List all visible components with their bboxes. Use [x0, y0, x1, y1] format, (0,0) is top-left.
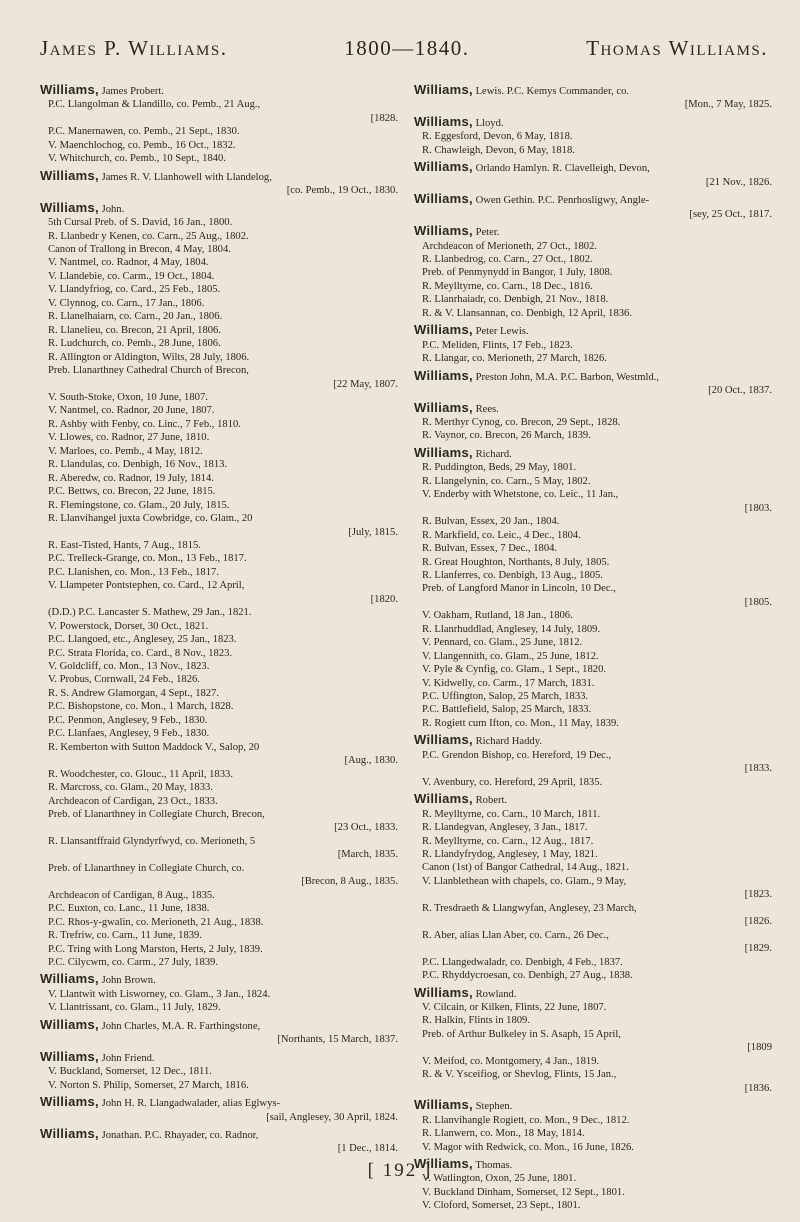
- surname-heading: Williams,: [414, 367, 473, 383]
- appointment-line: R. Bulvan, Essex, 20 Jan., 1804.: [422, 516, 560, 528]
- entry-heading-line: [414, 401, 772, 416]
- surname-heading: Williams,: [414, 159, 473, 175]
- entry-heading-line: [40, 1018, 398, 1033]
- appointment-line: R. Llandulas, co. Denbigh, 16 Nov., 1813.: [48, 459, 228, 471]
- appointment-line: R. Llanwern, co. Mon., 18 May, 1814.: [422, 1128, 585, 1140]
- surname-heading: Williams,: [414, 732, 473, 748]
- appointment-line: R. Llandegvan, Anglesey, 3 Jan., 1817.: [422, 822, 588, 834]
- appointment-line: P.C. Uffington, Salop, 25 March, 1833.: [422, 691, 589, 703]
- appointment-line: R. Tresdraeth & Llangwyfan, Anglesey, 23 March,: [422, 902, 637, 914]
- appointment-line: R. Aberedw, co. Radnor, 19 July, 1814.: [48, 472, 214, 484]
- appointment-line: P.C. Manernawen, co. Pemb., 21 Sept., 1830.: [48, 126, 240, 138]
- register-entry: [414, 792, 772, 982]
- surname-heading: Williams,: [414, 984, 473, 1000]
- appointment-line: R. Flemingstone, co. Glam., 20 July, 1815.: [48, 499, 230, 511]
- appointment-line: R. Ashby with Fenby, co. Linc., 7 Feb., 1810.: [48, 418, 241, 430]
- register-entry: [414, 369, 772, 398]
- appointment-line: V. Kidwelly, co. Carm., 17 March, 1831.: [422, 677, 595, 689]
- appointment-line: R. Llanbedrog, co. Carn., 27 Oct., 1802.: [422, 253, 593, 265]
- appointment-line: R. Bulvan, Essex, 7 Dec., 1804.: [422, 543, 558, 555]
- appointment-line: P.C. Tring with Long Marston, Herts, 2 July, 1839.: [48, 943, 263, 955]
- surname-heading: Williams,: [40, 1094, 99, 1110]
- continuation-line: [1 Dec., 1814.: [337, 1143, 398, 1155]
- appointment-line: Preb. of Llanarthney in Collegiate Church, Brecon,: [48, 809, 265, 821]
- appointment-line: V. Meifod, co. Montgomery, 4 Jan., 1819.: [422, 1055, 600, 1067]
- entry-heading-line: [414, 115, 772, 130]
- appointment-line: V. Llangennith, co. Glam., 25 June, 1812.: [422, 650, 599, 662]
- forenames: John Friend.: [98, 1052, 155, 1064]
- surname-heading: Williams,: [414, 223, 473, 239]
- columns: [40, 83, 772, 1216]
- appointment-line: R. Puddington, Beds, 29 May, 1801.: [422, 462, 577, 474]
- appointment-line: R. Rogiett cum Ifton, co. Mon., 11 May, 1839.: [422, 717, 619, 729]
- surname-heading: Williams,: [40, 1016, 99, 1032]
- appointment-line: V. Cloford, Somerset, 23 Sept., 1801.: [422, 1200, 581, 1212]
- appointment-line: R. Meylltyrne, co. Carn., 18 Dec., 1816.: [422, 280, 593, 292]
- appointment-line: R. Llanvihangel juxta Cowbridge, co. Glam., 20: [48, 513, 253, 525]
- appointment-line: V. Marloes, co. Pemb., 4 May, 1812.: [48, 445, 203, 457]
- appointment-line: R. Llanrhuddlad, Anglesey, 14 July, 1809.: [422, 623, 601, 635]
- appointment-line: V. Powerstock, Dorset, 30 Oct., 1821.: [48, 620, 209, 632]
- appointment-line: R. Llansantffraid Glyndyrfwyd, co. Merioneth, 5: [48, 835, 256, 847]
- register-entry: [40, 1050, 398, 1092]
- register-entry: [414, 733, 772, 789]
- forenames: Stephen.: [472, 1101, 513, 1113]
- continuation-line: [21 Nov., 1826.: [705, 176, 772, 188]
- surname-heading: Williams,: [40, 1048, 99, 1064]
- forenames: John H. R. Llangadwalader, alias Eglwys-: [98, 1098, 281, 1110]
- running-head-left: James P. Williams.: [40, 36, 228, 60]
- continuation-line: [1803.: [744, 502, 772, 514]
- surname-heading: Williams,: [40, 167, 99, 183]
- appointment-line: P.C. Rhyddycroesan, co. Denbigh, 27 Aug., 1838.: [422, 970, 633, 982]
- appointment-line: P.C. Cilycwm, co. Carm., 27 July, 1839.: [48, 957, 218, 968]
- appointment-line: V. Llowes, co. Radnor, 27 June, 1810.: [48, 432, 210, 444]
- continuation-line: [1826.: [744, 916, 772, 928]
- appointment-line: P.C. Euxton, co. Lanc., 11 June, 1838.: [48, 903, 210, 915]
- entry-heading-line: [40, 1050, 398, 1065]
- appointment-line: V. Avenbury, co. Hereford, 29 April, 1835.: [422, 776, 603, 788]
- entry-heading-line: [414, 224, 772, 239]
- surname-heading: Williams,: [414, 399, 473, 415]
- appointment-line: Preb. of Langford Manor in Lincoln, 10 Dec.,: [422, 583, 616, 595]
- entry-heading-line: [414, 323, 772, 338]
- forenames: Peter.: [472, 227, 500, 239]
- appointment-line: R. & V. Ysceifiog, or Shevlog, Flints, 15 Jan.,: [422, 1069, 617, 1081]
- forenames: John Brown.: [98, 975, 156, 987]
- entry-heading-line: [40, 83, 398, 98]
- register-entry: [40, 1018, 398, 1047]
- appointment-line: (D.D.) P.C. Lancaster S. Mathew, 29 Jan., 1821.: [48, 607, 252, 619]
- continuation-line: [1809: [747, 1042, 772, 1054]
- appointment-line: V. Oakham, Rutland, 18 Jan., 1806.: [422, 610, 573, 622]
- surname-heading: Williams,: [40, 199, 99, 215]
- appointment-line: V. Buckland, Somerset, 12 Dec., 1811.: [48, 1066, 212, 1078]
- forenames: James Probert.: [98, 86, 164, 97]
- appointment-line: Preb. of Arthur Bulkeley in S. Asaph, 15 April,: [422, 1028, 621, 1040]
- appointment-line: R. Merthyr Cynog, co. Brecon, 29 Sept., 1828.: [422, 416, 621, 428]
- appointment-line: V. Llantwit with Lisworney, co. Glam., 3 Jan., 1824.: [48, 988, 271, 1000]
- appointment-line: R. Ludchurch, co. Pemb., 28 June, 1806.: [48, 338, 221, 350]
- page-number: [ 192 ]: [367, 1160, 433, 1181]
- register-entry: [414, 192, 772, 221]
- register-entry: [40, 1127, 398, 1156]
- entry-heading-line: [414, 733, 772, 748]
- entry-heading-line: [414, 160, 772, 175]
- forenames: John.: [98, 203, 125, 215]
- surname-heading: Williams,: [40, 82, 99, 97]
- left-column: [40, 83, 398, 1216]
- appointment-line: R. Llandyfrydog, Anglesey, 1 May, 1821.: [422, 849, 598, 861]
- continuation-line: [23 Oct., 1833.: [334, 822, 398, 834]
- appointment-line: V. Pennard, co. Glam., 25 June, 1812.: [422, 637, 583, 649]
- surname-heading: Williams,: [414, 82, 473, 97]
- entry-heading-line: [40, 1127, 398, 1142]
- appointment-line: V. Maenchlochog, co. Pemb., 16 Oct., 1832.: [48, 139, 236, 151]
- appointment-line: R. Llanelhaiarn, co. Carn., 20 Jan., 1806.: [48, 311, 223, 323]
- appointment-line: R. & V. Llansannan, co. Denbigh, 12 April, 1836.: [422, 307, 632, 319]
- appointment-line: R. Llangelynin, co. Carn., 5 May, 1802.: [422, 475, 591, 487]
- continuation-line: [1805.: [744, 596, 772, 608]
- appointment-line: Canon of Trallong in Brecon, 4 May, 1804.: [48, 243, 231, 255]
- register-entry: [414, 83, 772, 112]
- appointment-line: V. Norton S. Philip, Somerset, 27 March, 1816.: [48, 1079, 249, 1091]
- surname-heading: Williams,: [414, 1155, 473, 1171]
- appointment-line: R. Llanbedr y Kenen, co. Carn., 25 Aug., 1802.: [48, 230, 249, 242]
- register-entry: [40, 169, 398, 198]
- surname-heading: Williams,: [414, 191, 473, 207]
- forenames: Peter Lewis.: [472, 326, 529, 338]
- appointment-line: V. Clynnog, co. Carn., 17 Jan., 1806.: [48, 297, 205, 309]
- continuation-line: [1829.: [744, 943, 772, 955]
- surname-heading: Williams,: [414, 1097, 473, 1113]
- appointment-line: Archdeacon of Cardigan, 8 Aug., 1835.: [48, 889, 215, 901]
- register-entry: [414, 401, 772, 443]
- appointment-line: 5th Cursal Preb. of S. David, 16 Jan., 1800.: [48, 217, 233, 229]
- register-entry: [414, 446, 772, 731]
- appointment-line: Preb. of Penmynydd in Bangor, 1 July, 1808.: [422, 267, 613, 279]
- running-head: [40, 36, 772, 61]
- forenames: Robert.: [472, 795, 508, 807]
- appointment-line: R. Meylltyrne, co. Carn., 10 March, 1811.: [422, 808, 601, 820]
- continuation-line: [March, 1835.: [337, 849, 398, 861]
- surname-heading: Williams,: [40, 1125, 99, 1141]
- appointment-line: P.C. Penmon, Anglesey, 9 Feb., 1830.: [48, 714, 208, 726]
- appointment-line: R. S. Andrew Glamorgan, 4 Sept., 1827.: [48, 687, 220, 699]
- surname-heading: Williams,: [414, 444, 473, 460]
- appointment-line: V. Llanblethean with chapels, co. Glam., 9 May,: [422, 875, 627, 887]
- entry-heading-line: [414, 446, 772, 461]
- appointment-line: P.C. Trelleck-Grange, co. Mon., 13 Feb., 1817.: [48, 553, 247, 565]
- surname-heading: Williams,: [414, 791, 473, 807]
- appointment-line: V. Llandyfriog, co. Card., 25 Feb., 1805.: [48, 284, 221, 296]
- appointment-line: R. Marcross, co. Glam., 20 May, 1833.: [48, 782, 213, 794]
- forenames: James R. V. Llanhowell with Llandelog,: [98, 171, 272, 183]
- appointment-line: R. Vaynor, co. Brecon, 26 March, 1839.: [422, 430, 591, 442]
- appointment-line: V. Enderby with Whetstone, co. Leic., 11 Jan.,: [422, 489, 619, 501]
- appointment-line: R. Meylltyrne, co. Carn., 12 Aug., 1817.: [422, 835, 594, 847]
- appointment-line: R. Great Houghton, Northants, 8 July, 1805.: [422, 556, 610, 568]
- appointment-line: V. Llampeter Pontstephen, co. Card., 12 April,: [48, 580, 245, 592]
- continuation-line: [1823.: [744, 889, 772, 901]
- continuation-line: [1833.: [744, 763, 772, 775]
- forenames: Rees.: [472, 403, 499, 415]
- register-entry: [40, 83, 398, 166]
- appointment-line: Preb. Llanarthney Cathedral Church of Brecon,: [48, 365, 249, 377]
- appointment-line: R. Markfield, co. Leic., 4 Dec., 1804.: [422, 529, 581, 541]
- appointment-line: P.C. Bishopstone, co. Mon., 1 March, 1828.: [48, 701, 234, 713]
- entry-heading-line: [40, 972, 398, 987]
- register-entry: [40, 972, 398, 1014]
- continuation-line: [July, 1815.: [348, 526, 398, 538]
- appointment-line: P.C. Rhos-y-gwalin, co. Merioneth, 21 Aug., 1838.: [48, 916, 264, 928]
- continuation-line: [sey, 25 Oct., 1817.: [689, 208, 772, 220]
- entry-heading-line: [40, 201, 398, 216]
- running-head-right: Thomas Williams.: [586, 36, 768, 60]
- forenames: Lloyd.: [472, 117, 504, 129]
- right-column: [414, 83, 772, 1216]
- appointment-line: P.C. Grendon Bishop, co. Hereford, 19 Dec.,: [422, 749, 612, 761]
- appointment-line: V. Goldcliff, co. Mon., 13 Nov., 1823.: [48, 661, 210, 673]
- continuation-line: [co. Pemb., 19 Oct., 1830.: [286, 185, 398, 197]
- entry-heading-line: [414, 192, 772, 207]
- appointment-line: V. Watlington, Oxon, 25 June, 1801.: [422, 1173, 577, 1185]
- appointment-line: Preb. of Llanarthney in Collegiate Church, co.: [48, 862, 245, 874]
- appointment-line: P.C. Bettws, co. Brecon, 22 June, 1815.: [48, 486, 216, 498]
- entry-heading-line: [414, 1098, 772, 1113]
- appointment-line: V. Nantmel, co. Radnor, 4 May, 1804.: [48, 257, 209, 269]
- forenames: Preston John, M.A. P.C. Barbon, Westmld.,: [472, 371, 660, 383]
- forenames: Orlando Hamlyn. R. Clavelleigh, Devon,: [472, 163, 650, 175]
- appointment-line: V. Buckland Dinham, Somerset, 12 Sept., 1801.: [422, 1186, 625, 1198]
- appointment-line: P.C. Strata Florida, co. Card., 8 Nov., 1823.: [48, 647, 233, 659]
- appointment-line: V. Cilcain, or Kilken, Flints, 22 June, 1807.: [422, 1002, 607, 1013]
- continuation-line: [sail, Anglesey, 30 April, 1824.: [266, 1111, 398, 1123]
- appointment-line: R. Trefriw, co. Carn., 11 June, 1839.: [48, 930, 202, 942]
- appointment-line: R. Allington or Aldington, Wilts, 28 July, 1806.: [48, 351, 250, 363]
- appointment-line: R. East-Tisted, Hants, 7 Aug., 1815.: [48, 539, 201, 551]
- forenames: Thomas.: [472, 1159, 513, 1171]
- appointment-line: V. Nantmel, co. Radnor, 20 June, 1807.: [48, 405, 215, 417]
- register-entry: [414, 1098, 772, 1154]
- appointment-line: P.C. Llangolman & Llandillo, co. Pemb., 21 Aug.,: [48, 99, 261, 111]
- surname-heading: Williams,: [40, 971, 99, 987]
- register-entry: [414, 115, 772, 157]
- appointment-line: Canon (1st) of Bangor Cathedral, 14 Aug., 1821.: [422, 862, 629, 874]
- appointment-line: V. South-Stoke, Oxon, 10 June, 1807.: [48, 391, 208, 403]
- running-head-center: 1800—1840.: [344, 36, 470, 60]
- forenames: Richard Haddy.: [472, 736, 542, 748]
- register-entry: [40, 201, 398, 970]
- continuation-line: [22 May, 1807.: [333, 378, 398, 390]
- continuation-line: [1836.: [744, 1082, 772, 1094]
- appointment-line: P.C. Llangedwaladr, co. Denbigh, 4 Feb., 1837.: [422, 956, 623, 968]
- appointment-line: P.C. Battlefield, Salop, 25 March, 1833.: [422, 704, 592, 716]
- appointment-line: Archdeacon of Merioneth, 27 Oct., 1802.: [422, 240, 598, 252]
- forenames: John Charles, M.A. R. Farthingstone,: [98, 1020, 261, 1032]
- surname-heading: Williams,: [414, 113, 473, 129]
- forenames: Richard.: [472, 448, 512, 460]
- continuation-line: [Northants, 15 March, 1837.: [277, 1034, 398, 1046]
- forenames: Rowland.: [472, 988, 517, 1000]
- appointment-line: R. Eggesford, Devon, 6 May, 1818.: [422, 131, 573, 143]
- appointment-line: P.C. Llanfaes, Anglesey, 9 Feb., 1830.: [48, 728, 210, 740]
- appointment-line: V. Llandebie, co. Carm., 19 Oct., 1804.: [48, 270, 215, 282]
- appointment-line: Archdeacon of Cardigan, 23 Oct., 1833.: [48, 795, 218, 807]
- continuation-line: [Aug., 1830.: [344, 755, 398, 767]
- continuation-line: [20 Oct., 1837.: [708, 385, 772, 397]
- appointment-line: P.C. Meliden, Flints, 17 Feb., 1823.: [422, 339, 573, 351]
- forenames: Lewis. P.C. Kemys Commander, co.: [472, 86, 630, 97]
- appointment-line: P.C. Llanishen, co. Mon., 13 Feb., 1817.: [48, 566, 219, 578]
- appointment-line: R. Llangar, co. Merioneth, 27 March, 1826.: [422, 353, 607, 365]
- forenames: Jonathan. P.C. Rhayader, co. Radnor,: [98, 1129, 259, 1141]
- appointment-line: V. Probus, Cornwall, 24 Feb., 1826.: [48, 674, 200, 686]
- appointment-line: R. Llanrhaiadr, co. Denbigh, 21 Nov., 1818.: [422, 294, 609, 306]
- forenames: Owen Gethin. P.C. Penrhosligwy, Angle-: [472, 195, 650, 207]
- register-entry: [40, 1095, 398, 1124]
- continuation-line: [1828.: [370, 112, 398, 124]
- appointment-line: R. Llanferres, co. Denbigh, 13 Aug., 1805.: [422, 569, 603, 581]
- appointment-line: R. Llanvihangle Rogiett, co. Mon., 9 Dec., 1812.: [422, 1114, 630, 1126]
- entry-heading-line: [414, 369, 772, 384]
- surname-heading: Williams,: [414, 322, 473, 338]
- entry-heading-line: [414, 792, 772, 807]
- register-entry: [414, 986, 772, 1096]
- register-entry: [414, 224, 772, 320]
- appointment-line: R. Halkin, Flints in 1809.: [422, 1015, 531, 1027]
- entry-heading-line: [414, 986, 772, 1001]
- register-entry: [414, 323, 772, 365]
- appointment-line: R. Aber, alias Llan Aber, co. Carn., 26 Dec.,: [422, 929, 609, 941]
- appointment-line: P.C. Llangoed, etc., Anglesey, 25 Jan., 1823.: [48, 634, 237, 646]
- entry-heading-line: [40, 1095, 398, 1110]
- entry-heading-line: [414, 83, 772, 98]
- appointment-line: V. Llantrissant, co. Glam., 11 July, 1829.: [48, 1002, 221, 1014]
- appointment-line: R. Woodchester, co. Glouc., 11 April, 1833.: [48, 768, 233, 780]
- register-entry: [414, 160, 772, 189]
- appointment-line: R. Llanelieu, co. Brecon, 21 April, 1806.: [48, 324, 221, 336]
- appointment-line: V. Magor with Redwick, co. Mon., 16 June, 1826.: [422, 1141, 634, 1153]
- continuation-line: [Brecon, 8 Aug., 1835.: [301, 876, 398, 888]
- continuation-line: [Mon., 7 May, 1825.: [684, 99, 772, 111]
- appointment-line: R. Chawleigh, Devon, 6 May, 1818.: [422, 144, 575, 156]
- appointment-line: V. Pyle & Cynfig, co. Glam., 1 Sept., 1820.: [422, 664, 607, 676]
- continuation-line: [1820.: [370, 593, 398, 605]
- entry-heading-line: [40, 169, 398, 184]
- appointment-line: R. Kemberton with Sutton Maddock V., Salop, 20: [48, 741, 260, 753]
- appointment-line: V. Whitchurch, co. Pemb., 10 Sept., 1840.: [48, 153, 226, 165]
